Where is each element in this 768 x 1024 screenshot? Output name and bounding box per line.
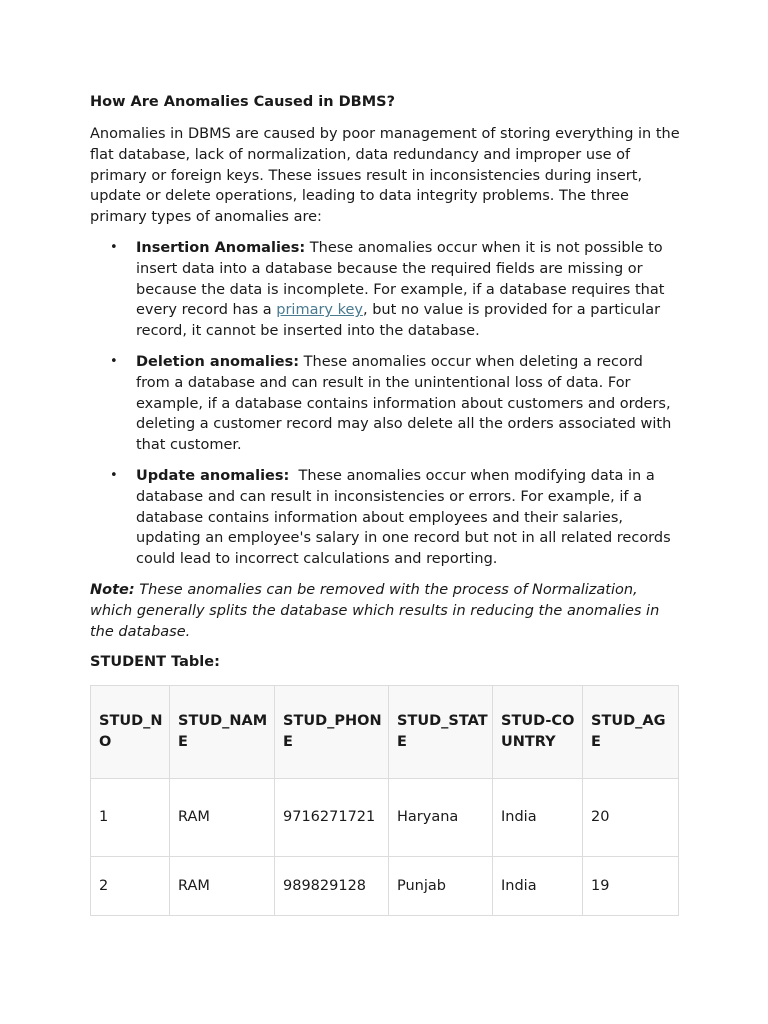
note-label: Note: [90, 581, 135, 598]
student-table [90, 685, 679, 916]
deletion-text: These anomalies occur when deleting a record from a database and can result in the unintentional loss of data. For example, if a database contains information about customers and orders, deleting a customer record may also delete all the orders associated with that customer. [136, 353, 672, 454]
bullet-icon: • [110, 239, 118, 255]
primary-key-link[interactable]: primary key [276, 302, 363, 319]
term-insertion: Insertion Anomalies: [136, 239, 306, 256]
list-item-update [90, 466, 680, 570]
table-cell: 1 [91, 779, 170, 857]
anomaly-list [90, 238, 680, 570]
column-header: STUD_AGE [583, 686, 679, 779]
list-item-deletion [90, 352, 680, 456]
bullet-icon: • [110, 353, 118, 369]
table-cell: Punjab [389, 857, 493, 916]
table-title: STUDENT Table: [90, 654, 220, 671]
update-text: These anomalies occur when modifying data in a database and can result in inconsistencies or errors. For example, if a database contains information about employees and their salaries, updating an employee's salary in one record but not in all related records could lead to incorrect calculations and reporting. [136, 467, 676, 568]
note-text: These anomalies can be removed with the process of Normalization, which generally splits the database which results in reducing the anomalies in the database. [90, 581, 660, 640]
section-heading: How Are Anomalies Caused in DBMS? [90, 94, 396, 110]
table-cell: 20 [583, 779, 679, 857]
insertion-text-before: These anomalies occur when it is not possible to insert data into a database because the required fields are missing or because the data is incomplete. For example, if a database requires that every record has a [136, 239, 665, 319]
note-paragraph [90, 580, 680, 642]
table-cell: RAM [170, 857, 275, 916]
table-cell: RAM [170, 779, 275, 857]
column-header: STUD-COUNTRY [493, 686, 583, 779]
table-cell: Haryana [389, 779, 493, 857]
term-update: Update anomalies: [136, 467, 290, 484]
term-deletion: Deletion anomalies: [136, 353, 300, 370]
column-header: STUD_NO [91, 686, 170, 779]
column-header: STUD_STATE [389, 686, 493, 779]
table-cell: 2 [91, 857, 170, 916]
table-cell: India [493, 779, 583, 857]
column-header: STUD_NAME [170, 686, 275, 779]
table-cell: India [493, 857, 583, 916]
table-header-row [91, 686, 679, 779]
insertion-text-after: , but no value is provided for a particular record, it cannot be inserted into the database. [136, 302, 661, 340]
table-row [91, 779, 679, 857]
column-header: STUD_PHONE [275, 686, 389, 779]
table-cell: 19 [583, 857, 679, 916]
table-cell: 9716271721 [275, 779, 389, 857]
bullet-icon: • [110, 467, 118, 483]
list-item-insertion [90, 238, 680, 342]
intro-paragraph: Anomalies in DBMS are caused by poor management of storing everything in the flat database, lack of normalization, data redundancy and improper use of primary or foreign keys. These issues result in inconsistencies during insert, update or delete operations, leading to data integrity problems. The three primary types of anomalies are: [90, 126, 680, 226]
table-cell: 989829128 [275, 857, 389, 916]
table-row [91, 857, 679, 916]
article [90, 90, 680, 916]
